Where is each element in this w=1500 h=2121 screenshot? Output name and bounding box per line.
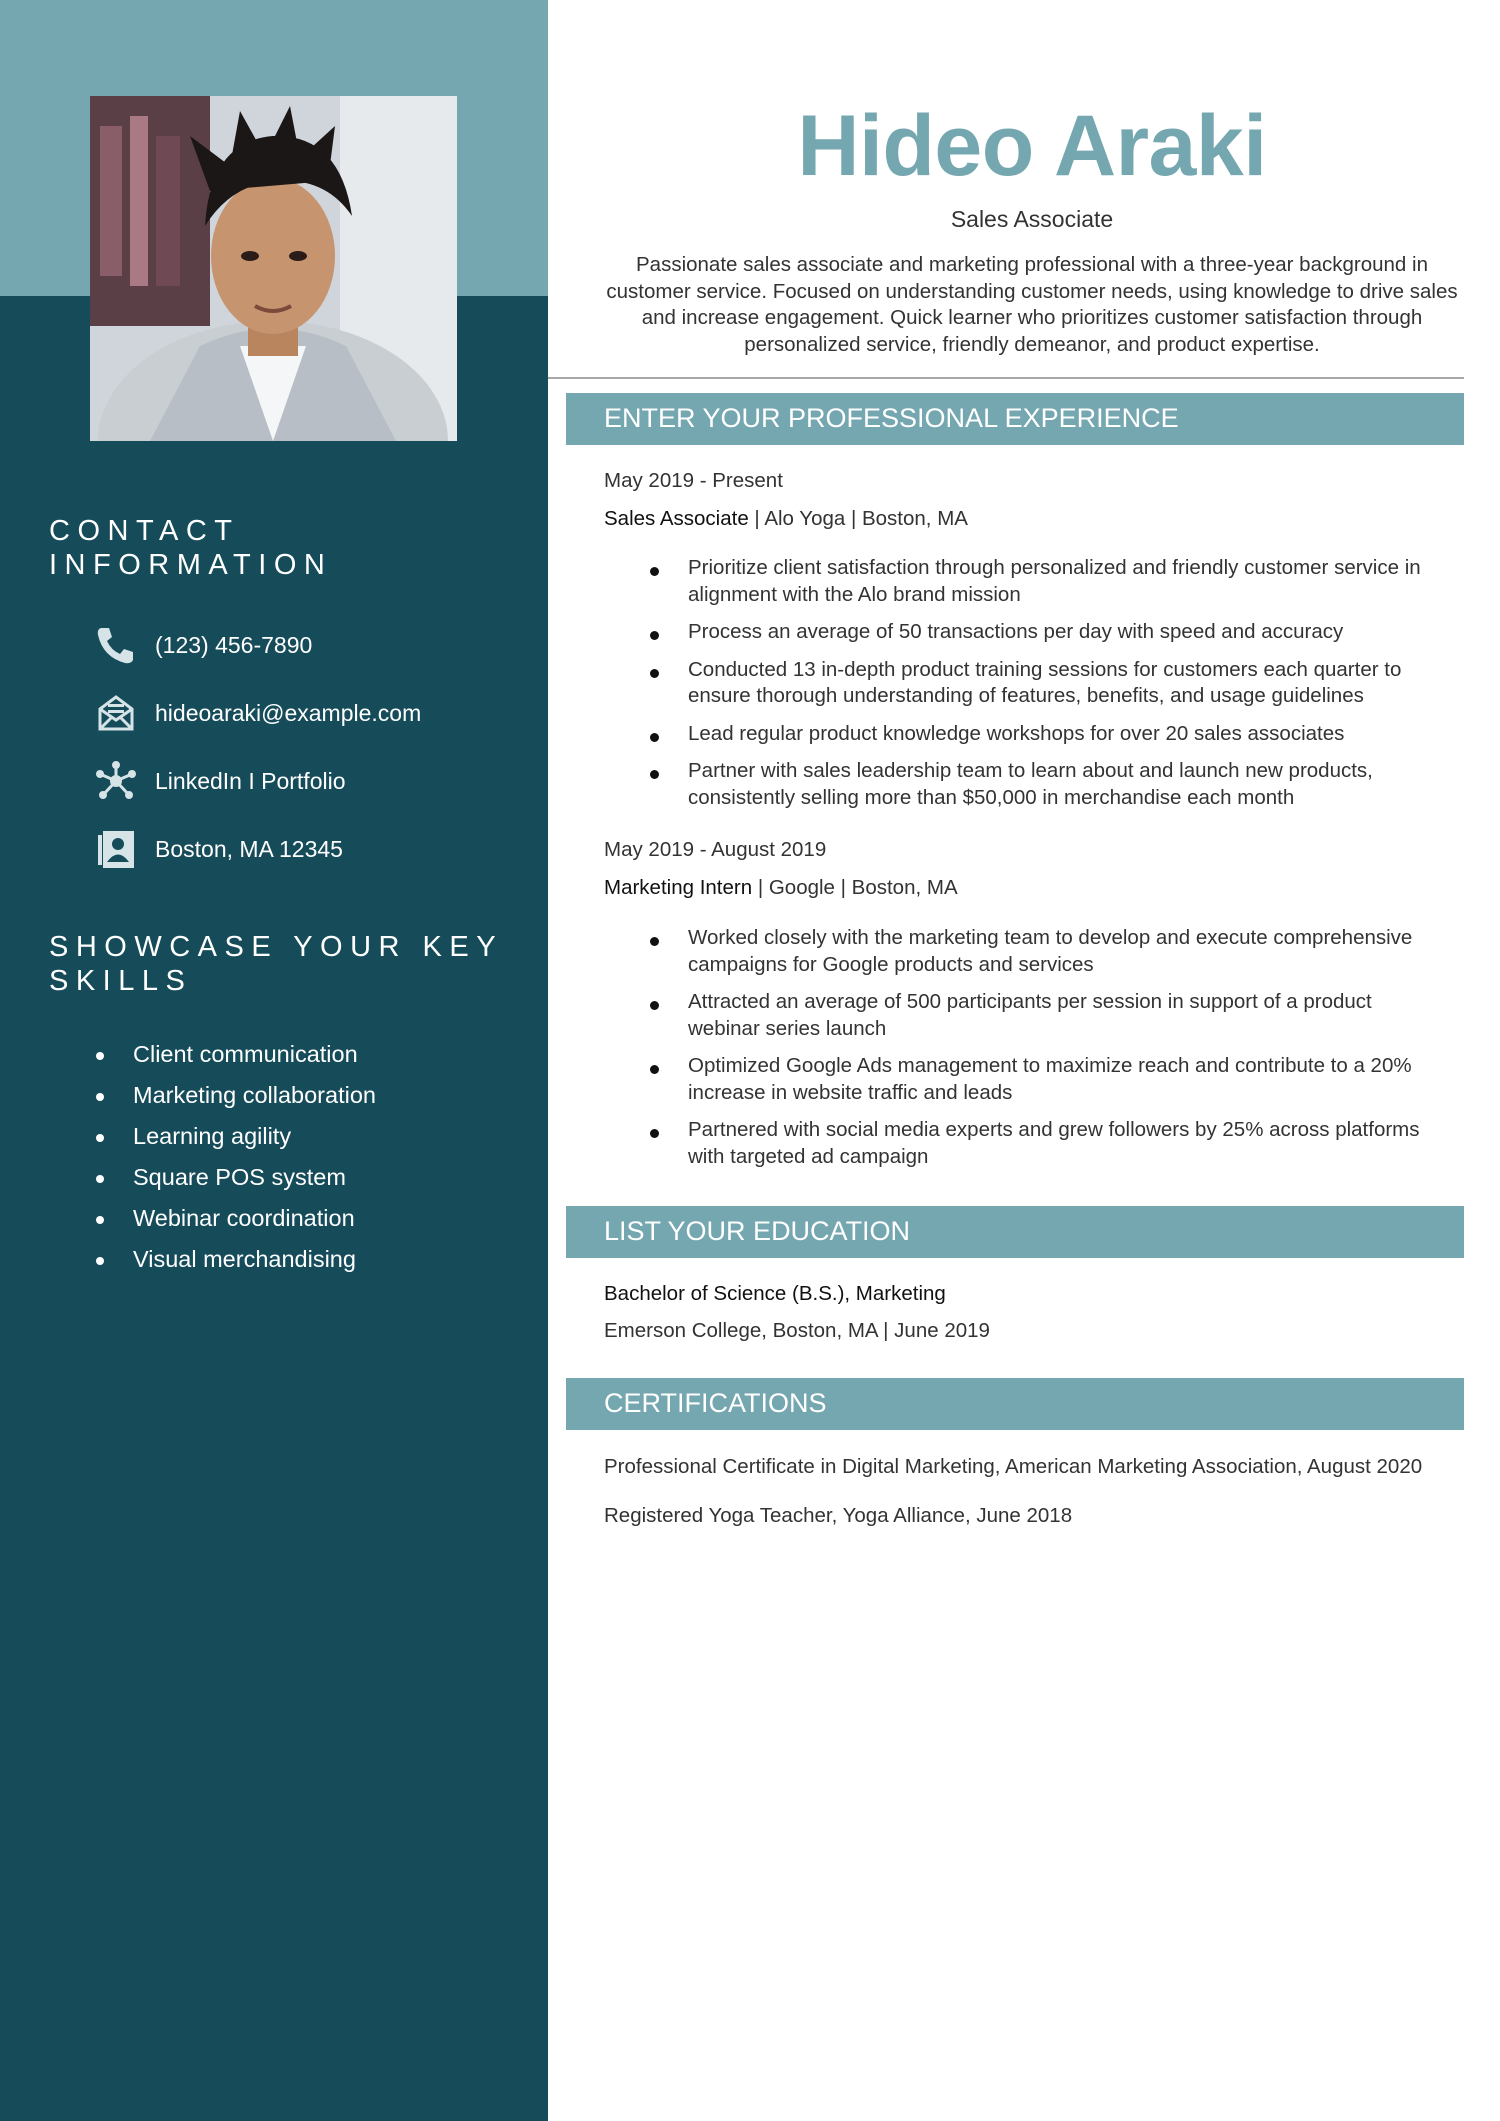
- skills-heading-line-1: SHOWCASE YOUR KEY: [49, 931, 504, 963]
- contact-phone: [94, 622, 313, 668]
- contact-heading-line-2: INFORMATION: [49, 549, 333, 581]
- skill-item: Learning agility: [96, 1118, 376, 1159]
- job-details: | Google | Boston, MA: [752, 876, 958, 899]
- main-content: [548, 0, 1500, 2121]
- skills-heading: [49, 930, 503, 998]
- contact-email: [94, 690, 422, 736]
- education-heading: LIST YOUR EDUCATION: [566, 1206, 1464, 1258]
- skill-item: Marketing collaboration: [96, 1077, 376, 1118]
- job-details: | Alo Yoga | Boston, MA: [748, 507, 968, 530]
- professional-summary: Passionate sales associate and marketing professional with a three-year background in customer service. Focused on understanding customer needs, using knowledge to drive sales and increase engagement. Quick learner who prioritizes customer satisfaction through personalized service, friendly demeanor, and product expertise.: [606, 253, 1458, 356]
- job-bullet: Optimized Google Ads management to maximize reach and contribute to a 20% increase in website traffic and leads: [648, 1053, 1438, 1106]
- skill-item: Client communication: [96, 1036, 376, 1077]
- experience-heading: ENTER YOUR PROFESSIONAL EXPERIENCE: [566, 393, 1464, 445]
- contact-links: [94, 758, 346, 804]
- phone-icon: [94, 623, 138, 667]
- certification-item: Professional Certificate in Digital Marketing, American Marketing Association, August 2020: [604, 1455, 1423, 1478]
- job-position: [604, 507, 968, 531]
- address: Boston, MA 12345: [155, 835, 343, 862]
- job-bullets: [648, 555, 1438, 811]
- skills-list: [96, 1036, 376, 1282]
- job-bullet: Conducted 13 in-depth product training sessions for customers each quarter to ensure thorough understanding of features, benefits, and usage guidelines: [648, 657, 1438, 710]
- skill-item: Visual merchandising: [96, 1241, 376, 1282]
- job-role: Sales Associate: [950, 206, 1114, 232]
- skill-item: Square POS system: [96, 1159, 376, 1200]
- job-bullet: Partner with sales leadership team to learn about and launch new products, consistently selling more than $50,000 in merchandise each month: [648, 758, 1438, 811]
- job-title: Sales Associate: [604, 507, 749, 530]
- job-bullet: Lead regular product knowledge workshops for over 20 sales associates: [648, 721, 1438, 748]
- job-title: Marketing Intern: [604, 876, 753, 899]
- certification-item: Registered Yoga Teacher, Yoga Alliance, June 2018: [604, 1504, 1073, 1527]
- school: Emerson College, Boston, MA | June 2019: [604, 1319, 990, 1342]
- linkedin-portfolio-link[interactable]: LinkedIn I Portfolio: [155, 767, 346, 794]
- contact-heading: [49, 514, 332, 582]
- candidate-name: Hideo Araki: [797, 98, 1267, 194]
- certifications-heading: CERTIFICATIONS: [566, 1378, 1464, 1430]
- job-bullet: Partnered with social media experts and grew followers by 25% across platforms with targeted ad campaign: [648, 1117, 1438, 1170]
- sidebar: [0, 0, 548, 2121]
- phone-number[interactable]: (123) 456-7890: [155, 631, 313, 658]
- contact-address: [94, 826, 343, 872]
- job-position: [604, 876, 958, 900]
- profile-photo-illustration: [90, 96, 457, 441]
- skill-item: Webinar coordination: [96, 1200, 376, 1241]
- contact-card-icon: [94, 827, 138, 871]
- job-bullet: Attracted an average of 500 participants per session in support of a product webinar series launch: [648, 989, 1438, 1042]
- profile-photo: [90, 96, 457, 441]
- job-bullet: Worked closely with the marketing team to develop and execute comprehensive campaigns for Google products and services: [648, 925, 1438, 978]
- job-dates: May 2019 - August 2019: [604, 838, 827, 861]
- contact-heading-line-1: CONTACT: [49, 515, 240, 547]
- email-address[interactable]: hideoaraki@example.com: [155, 699, 422, 726]
- network-icon: [94, 759, 138, 803]
- job-bullets: [648, 925, 1438, 1170]
- job-bullet: Process an average of 50 transactions per day with speed and accuracy: [648, 619, 1438, 646]
- job-dates: May 2019 - Present: [604, 469, 783, 492]
- header-divider: [548, 377, 1464, 379]
- job-bullet: Prioritize client satisfaction through personalized and friendly customer service in alignment with the Alo brand mission: [648, 555, 1438, 608]
- skills-heading-line-2: SKILLS: [49, 965, 193, 997]
- degree: Bachelor of Science (B.S.), Marketing: [604, 1282, 946, 1305]
- email-icon: [94, 691, 138, 735]
